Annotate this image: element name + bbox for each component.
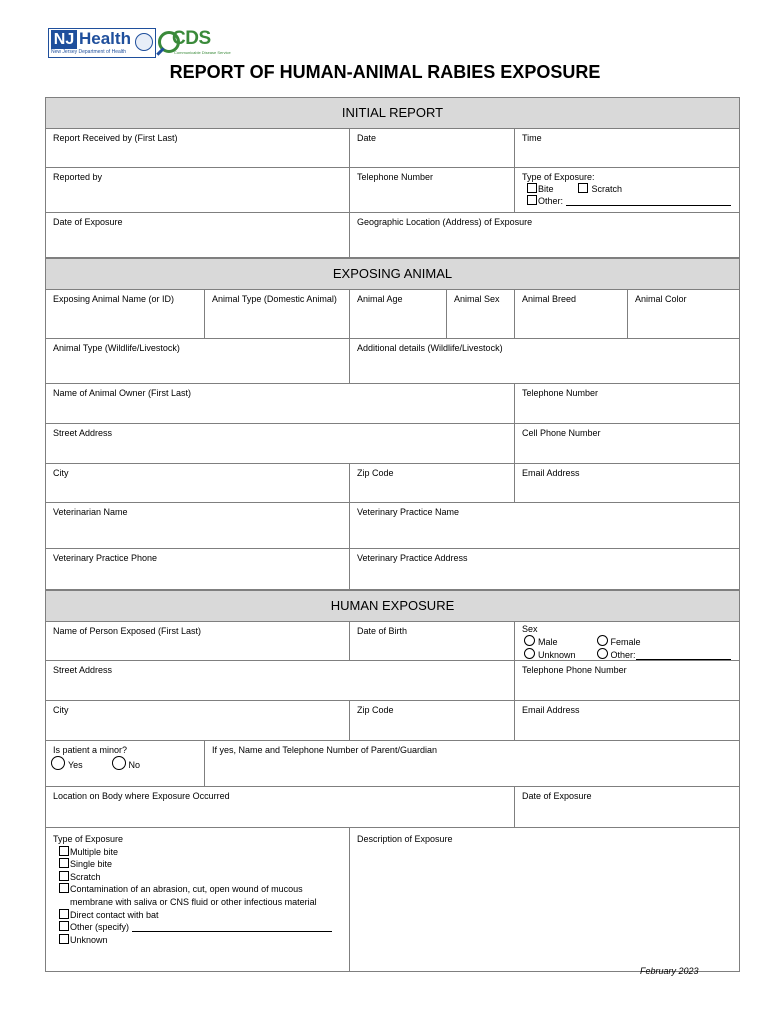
- checkbox-icon: [578, 183, 588, 193]
- bat-contact-checkbox[interactable]: [59, 909, 349, 922]
- date-of-exposure-field[interactable]: [46, 213, 349, 257]
- date-of-exposure-label: Date of Exposure: [53, 217, 123, 227]
- section-exposing-animal: EXPOSING ANIMAL: [45, 258, 740, 289]
- animal-type-wildlife-field[interactable]: [46, 339, 349, 383]
- owner-zip-label: Zip Code: [357, 468, 394, 478]
- additional-details-field[interactable]: [349, 339, 741, 383]
- checkbox-icon: [59, 921, 69, 931]
- nj-logo-text: NJ: [51, 30, 77, 49]
- minor-field: [46, 741, 204, 786]
- animal-sex-field[interactable]: [446, 290, 514, 338]
- animal-type-domestic-field[interactable]: [204, 290, 349, 338]
- health-logo-text: Health: [79, 29, 131, 48]
- human-row-6: [45, 828, 740, 972]
- sex-label: Sex: [522, 624, 538, 634]
- unknown-exposure-label: Unknown: [70, 934, 108, 945]
- rabies-report-form: [45, 97, 740, 972]
- cds-tagline: Communicable Disease Service: [174, 50, 231, 55]
- scratch-checkbox[interactable]: [578, 183, 622, 195]
- checkbox-icon: [59, 858, 69, 868]
- person-city-field[interactable]: [46, 701, 349, 740]
- date-field[interactable]: [349, 129, 514, 167]
- human-row-2: [45, 661, 740, 701]
- human-row-1: [45, 621, 740, 661]
- owner-cell-field[interactable]: [514, 424, 741, 463]
- owner-email-label: Email Address: [522, 468, 580, 478]
- description-label: Description of Exposure: [357, 834, 453, 844]
- vet-address-field[interactable]: [349, 549, 741, 589]
- animal-sex-label: Animal Sex: [454, 294, 500, 304]
- minor-label: Is patient a minor?: [53, 745, 128, 755]
- department-logo-text: New Jersey Department of Health: [51, 49, 127, 55]
- contamination-label: Contamination of an abrasion, cut, open wound of mucous: [70, 884, 303, 895]
- body-location-field[interactable]: [46, 787, 514, 827]
- other-sex-line[interactable]: [636, 650, 731, 660]
- bite-checkbox[interactable]: [527, 183, 554, 195]
- unknown-label: Unknown: [538, 650, 576, 660]
- page-title: REPORT OF HUMAN-ANIMAL RABIES EXPOSURE: [169, 62, 601, 82]
- radio-icon: [112, 756, 126, 770]
- multiple-bite-label: Multiple bite: [70, 846, 119, 857]
- section-initial-report: INITIAL REPORT: [45, 97, 740, 128]
- checkbox-icon: [59, 934, 69, 944]
- reported-by-field[interactable]: [46, 168, 349, 212]
- vet-practice-name-label: Veterinary Practice Name: [357, 507, 460, 517]
- sex-field: [514, 622, 741, 660]
- contamination-checkbox[interactable]: [59, 883, 349, 896]
- scratch-exposure-label: Scratch: [70, 871, 101, 882]
- checkbox-icon: [59, 871, 69, 881]
- initial-row-1: [45, 128, 740, 168]
- animal-row-4: [45, 424, 740, 464]
- telephone-label: Telephone Number: [357, 172, 434, 182]
- male-radio[interactable]: [524, 635, 594, 648]
- animal-breed-label: Animal Breed: [522, 294, 577, 304]
- animal-name-label: Exposing Animal Name (or ID): [53, 294, 175, 304]
- multiple-bite-checkbox[interactable]: [59, 846, 349, 859]
- type-of-exposure-field: [514, 168, 741, 212]
- guardian-field[interactable]: [204, 741, 741, 786]
- owner-street-field[interactable]: [46, 424, 514, 463]
- animal-row-6: [45, 503, 740, 549]
- date-label: Date: [357, 133, 377, 143]
- animal-age-label: Animal Age: [357, 294, 403, 304]
- initial-row-2: [45, 168, 740, 213]
- person-city-label: City: [53, 705, 69, 715]
- dob-field[interactable]: [349, 622, 514, 660]
- checkbox-icon: [59, 846, 69, 856]
- animal-row-1: [45, 289, 740, 339]
- owner-phone-field[interactable]: [514, 384, 741, 423]
- owner-city-label: City: [53, 468, 69, 478]
- checkbox-icon: [527, 195, 537, 205]
- animal-breed-field[interactable]: [514, 290, 627, 338]
- other-sex-radio[interactable]: [597, 648, 731, 661]
- cds-logo-text: CDS: [172, 28, 211, 49]
- owner-email-field[interactable]: [514, 464, 741, 502]
- footer-date: February 2023: [640, 966, 699, 976]
- cds-logo: [156, 26, 231, 60]
- bat-contact-label: Direct contact with bat: [70, 909, 159, 920]
- vet-phone-label: Veterinary Practice Phone: [53, 553, 158, 563]
- animal-row-3: [45, 384, 740, 424]
- other-label: Other:: [538, 196, 564, 206]
- received-by-field[interactable]: [46, 129, 349, 167]
- time-label: Time: [522, 133, 542, 143]
- single-bite-label: Single bite: [70, 859, 113, 870]
- checkbox-icon: [59, 883, 69, 893]
- guardian-label: If yes, Name and Telephone Number of Parent/Guardian: [212, 745, 437, 755]
- vet-practice-name-field[interactable]: [349, 503, 741, 548]
- person-email-field[interactable]: [514, 701, 741, 740]
- radio-icon: [597, 648, 608, 659]
- animal-color-field[interactable]: [627, 290, 741, 338]
- other-checkbox[interactable]: [527, 195, 731, 207]
- other-specify-checkbox[interactable]: [59, 921, 349, 934]
- bite-label: Bite: [538, 184, 554, 194]
- animal-age-field[interactable]: [349, 290, 446, 338]
- person-name-label: Name of Person Exposed (First Last): [53, 626, 202, 636]
- owner-name-label: Name of Animal Owner (First Last): [53, 388, 192, 398]
- exposure-type-list: [59, 846, 349, 947]
- state-seal-icon: [135, 33, 153, 51]
- telephone-field[interactable]: [349, 168, 514, 212]
- scratch-exposure-checkbox[interactable]: [59, 871, 349, 884]
- owner-cell-label: Cell Phone Number: [522, 428, 601, 438]
- male-label: Male: [538, 637, 558, 647]
- female-label: Female: [610, 637, 641, 647]
- person-street-field[interactable]: [46, 661, 514, 700]
- time-field[interactable]: [514, 129, 741, 167]
- type-of-exposure-label: Type of Exposure:: [522, 172, 595, 182]
- owner-street-label: Street Address: [53, 428, 113, 438]
- description-field[interactable]: [349, 828, 741, 971]
- vet-name-label: Veterinarian Name: [53, 507, 128, 517]
- animal-type-domestic-label: Animal Type (Domestic Animal): [212, 294, 337, 304]
- scratch-label: Scratch: [591, 184, 623, 194]
- yes-label: Yes: [68, 760, 83, 770]
- human-type-exposure-label: Type of Exposure: [53, 834, 124, 844]
- human-row-4: [45, 741, 740, 787]
- other-specify-label: Other (specify): [70, 922, 130, 933]
- unknown-exposure-checkbox[interactable]: [59, 934, 349, 947]
- animal-row-2: [45, 339, 740, 384]
- radio-icon: [524, 635, 535, 646]
- person-phone-label: Telephone Phone Number: [522, 665, 627, 675]
- owner-phone-label: Telephone Number: [522, 388, 599, 398]
- female-radio[interactable]: [597, 635, 641, 648]
- other-specify-exposure-line[interactable]: [132, 922, 332, 932]
- received-by-label: Report Received by (First Last): [53, 133, 178, 143]
- person-zip-label: Zip Code: [357, 705, 394, 715]
- person-phone-field[interactable]: [514, 661, 741, 700]
- animal-name-field[interactable]: [46, 290, 204, 338]
- section-human-exposure: HUMAN EXPOSURE: [45, 590, 740, 621]
- geographic-location-label: Geographic Location (Address) of Exposure: [357, 217, 533, 227]
- checkbox-icon: [527, 183, 537, 193]
- human-row-3: [45, 701, 740, 741]
- geographic-location-field[interactable]: [349, 213, 741, 257]
- minor-yes-radio[interactable]: [51, 756, 109, 771]
- additional-details-label: Additional details (Wildlife/Livestock): [357, 343, 503, 353]
- animal-row-7: [45, 549, 740, 590]
- radio-icon: [524, 648, 535, 659]
- owner-city-field[interactable]: [46, 464, 349, 502]
- contamination-continued: membrane with saliva or CNS fluid or other infectious material: [70, 896, 317, 907]
- checkbox-icon: [59, 909, 69, 919]
- minor-no-radio[interactable]: [112, 756, 141, 771]
- reported-by-label: Reported by: [53, 172, 103, 182]
- human-type-exposure-field: [46, 828, 349, 971]
- other-specify-line[interactable]: [566, 196, 731, 206]
- vet-phone-field[interactable]: [46, 549, 349, 589]
- radio-icon: [597, 635, 608, 646]
- single-bite-checkbox[interactable]: [59, 858, 349, 871]
- human-date-exposure-field[interactable]: [514, 787, 741, 827]
- vet-name-field[interactable]: [46, 503, 349, 548]
- no-label: No: [128, 760, 141, 770]
- animal-color-label: Animal Color: [635, 294, 687, 304]
- person-zip-field[interactable]: [349, 701, 514, 740]
- initial-row-3: [45, 213, 740, 258]
- radio-icon: [51, 756, 65, 770]
- dob-label: Date of Birth: [357, 626, 408, 636]
- owner-name-field[interactable]: [46, 384, 514, 423]
- person-name-field[interactable]: [46, 622, 349, 660]
- person-street-label: Street Address: [53, 665, 113, 675]
- nj-health-logo: [48, 28, 156, 58]
- other-sex-label: Other:: [610, 650, 636, 660]
- body-location-label: Location on Body where Exposure Occurred: [53, 791, 230, 801]
- animal-type-wildlife-label: Animal Type (Wildlife/Livestock): [53, 343, 180, 353]
- owner-zip-field[interactable]: [349, 464, 514, 502]
- person-email-label: Email Address: [522, 705, 580, 715]
- human-row-5: [45, 787, 740, 828]
- vet-address-label: Veterinary Practice Address: [357, 553, 468, 563]
- unknown-radio[interactable]: [524, 648, 594, 661]
- human-date-exposure-label: Date of Exposure: [522, 791, 592, 801]
- animal-row-5: [45, 464, 740, 503]
